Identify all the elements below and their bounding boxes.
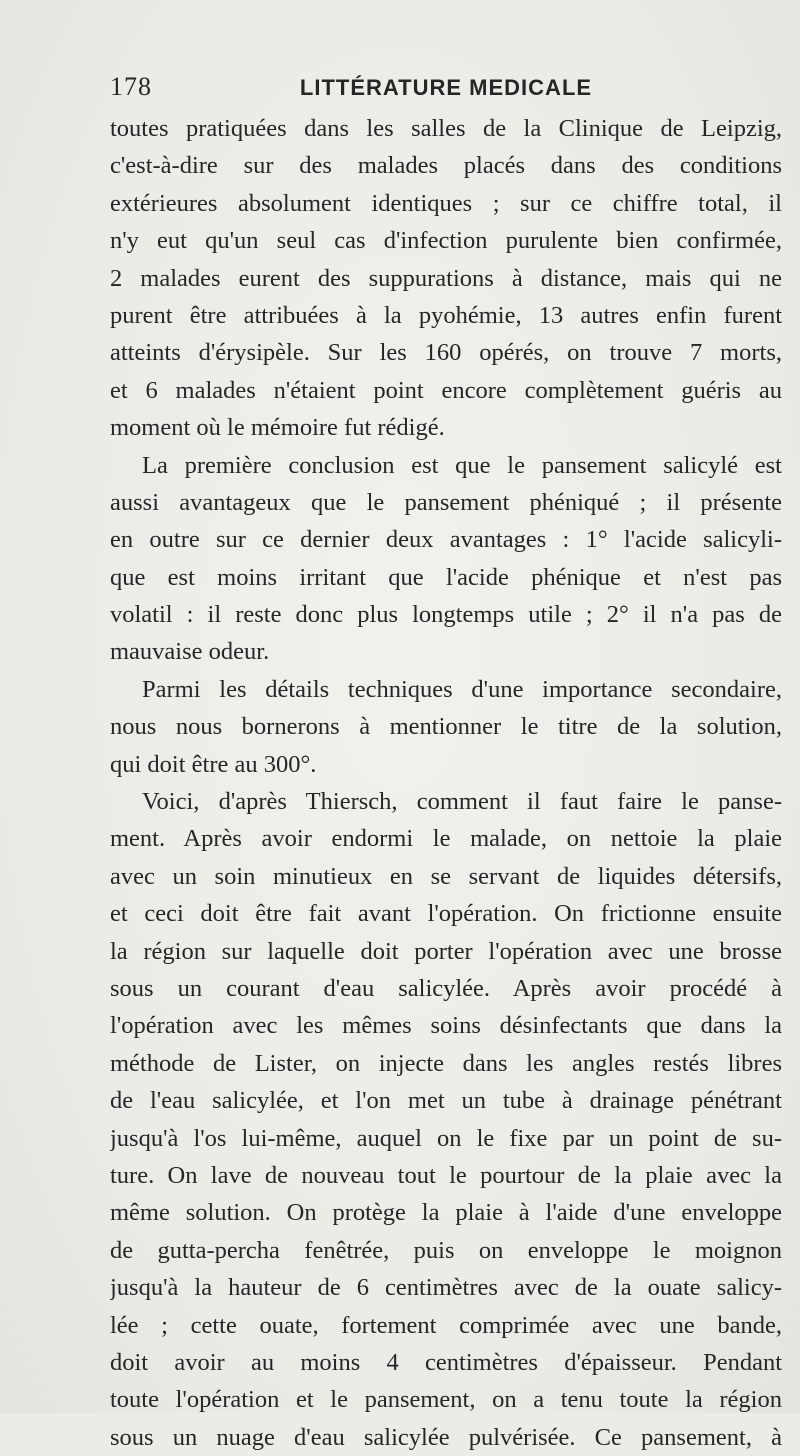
text-line: La première conclusion est que le pansement salicylé est [142, 451, 782, 479]
text-line: la région sur laquelle doit porter l'opération avec une brosse [110, 937, 782, 965]
text-line: sous un courant d'eau salicylée. Après avoir procédé à [110, 974, 782, 1002]
text-line: volatil : il reste donc plus longtemps utile ; 2° il n'a pas de [110, 601, 782, 629]
text-line: 2 malades eurent des suppurations à distance, mais qui ne [110, 264, 782, 292]
text-line: méthode de Lister, on injecte dans les angles restés libres [110, 1049, 782, 1077]
text-line: mauvaise odeur. [110, 638, 270, 666]
text-line: et ceci doit être fait avant l'opération. On frictionne ensuite [110, 900, 782, 928]
page-header [110, 72, 782, 108]
text-line: lée ; cette ouate, fortement comprimée avec une bande, [110, 1311, 782, 1339]
text-line: Parmi les détails techniques d'une importance secondaire, [142, 675, 782, 703]
text-line: de l'eau salicylée, et l'on met un tube à drainage pénétrant [110, 1087, 782, 1115]
text-line: sous un nuage d'eau salicylée pulvérisée. Ce pansement, à [110, 1423, 782, 1451]
text-line: atteints d'érysipèle. Sur les 160 opérés, on trouve 7 morts, [110, 339, 782, 367]
text-line: et 6 malades n'étaient point encore complètement guéris au [110, 376, 782, 404]
body-text [110, 110, 782, 1456]
text-line: extérieures absolument identiques ; sur ce chiffre total, il [110, 189, 782, 217]
text-line: c'est-à-dire sur des malades placés dans des conditions [110, 152, 782, 180]
text-line: ture. On lave de nouveau tout le pourtour de la plaie avec la [110, 1161, 782, 1189]
running-title: LITTÉRATURE MEDICALE [299, 75, 593, 100]
text-line: avec un soin minutieux en se servant de liquides détersifs, [110, 862, 782, 890]
text-line: même solution. On protège la plaie à l'aide d'une enveloppe [110, 1199, 782, 1227]
text-line: l'opération avec les mêmes soins désinfectants que dans la [110, 1012, 782, 1040]
text-line: de gutta-percha fenêtrée, puis on enveloppe le moignon [110, 1236, 782, 1264]
text-line: toute l'opération et le pansement, on a tenu toute la région [110, 1386, 782, 1414]
text-line: moment où le mémoire fut rédigé. [110, 414, 445, 442]
text-line: nous nous bornerons à mentionner le titre de la solution, [110, 713, 782, 741]
page-number: 178 [110, 72, 152, 101]
text-line: ment. Après avoir endormi le malade, on nettoie la plaie [110, 825, 782, 853]
text-line: en outre sur ce dernier deux avantages : 1° l'acide salicyli- [110, 526, 782, 554]
text-line: jusqu'à l'os lui-même, auquel on le fixe par un point de su- [110, 1124, 782, 1152]
text-line: n'y eut qu'un seul cas d'infection purulente bien confirmée, [110, 227, 782, 255]
text-line: Voici, d'après Thiersch, comment il faut faire le panse- [142, 788, 782, 816]
text-line: qui doit être au 300°. [110, 750, 317, 778]
text-line: aussi avantageux que le pansement phéniqué ; il présente [110, 488, 782, 516]
text-line: doit avoir au moins 4 centimètres d'épaisseur. Pendant [110, 1348, 782, 1376]
text-line: purent être attribuées à la pyohémie, 13 autres enfin furent [110, 301, 782, 329]
text-line: que est moins irritant que l'acide phénique et n'est pas [110, 563, 782, 591]
text-line: toutes pratiquées dans les salles de la Clinique de Leipzig, [110, 115, 782, 142]
text-line: jusqu'à la hauteur de 6 centimètres avec de la ouate salicy- [110, 1274, 782, 1302]
